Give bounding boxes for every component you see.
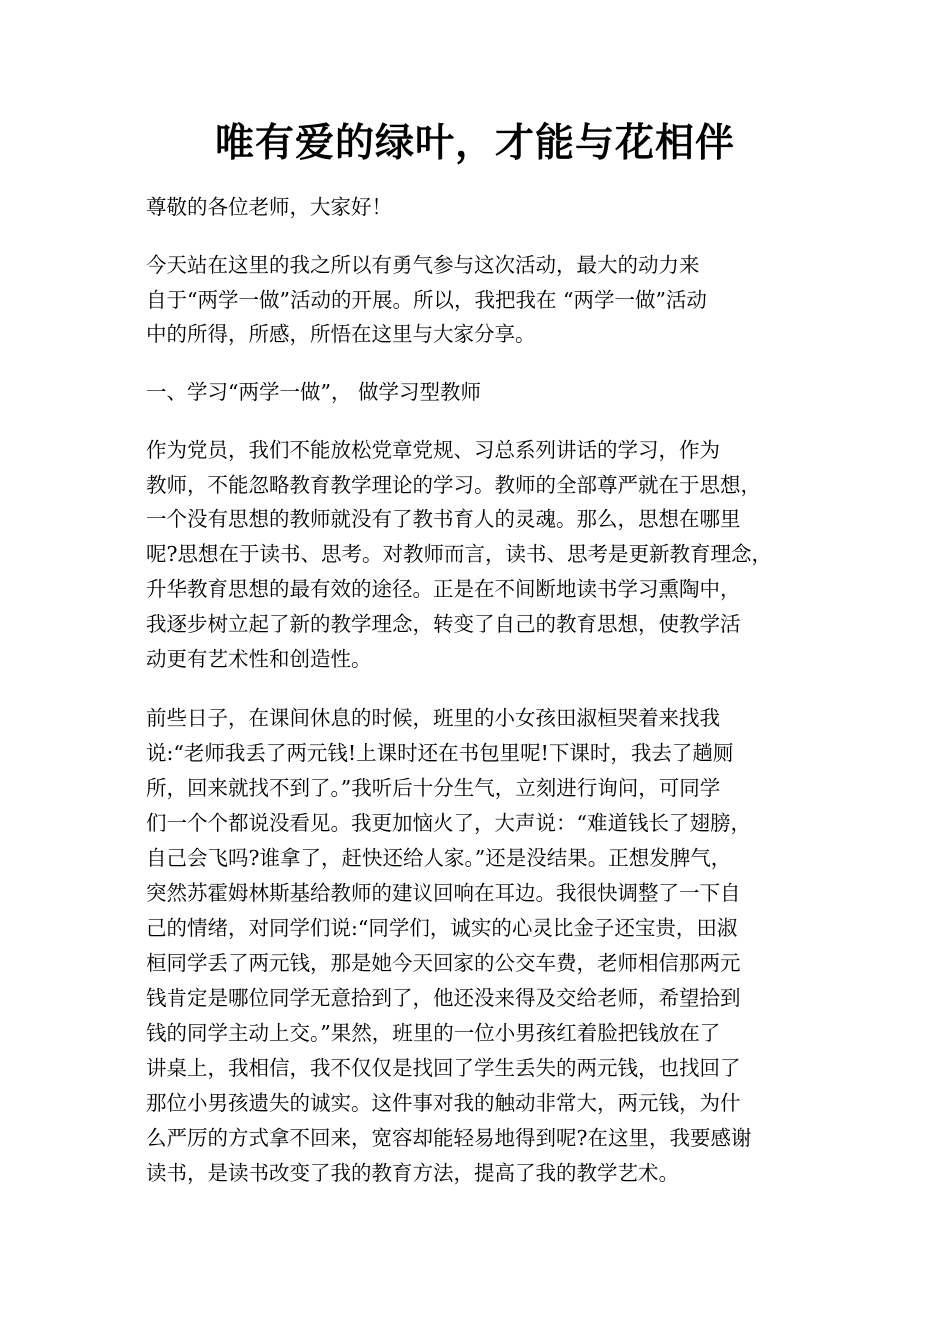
- document-title: 唯有爱的绿叶，才能与花相伴: [214, 120, 735, 166]
- paragraph-3-line-2: 说:“老师我丢了两元钱!上课时还在书包里呢!下课时，我去了趟厕: [146, 741, 734, 765]
- paragraph-3-line-9: 钱肯定是哪位同学无意拾到了，他还没来得及交给老师，希望拾到: [146, 986, 741, 1010]
- paragraph-3-line-14: 读书，是读书改变了我的教育方法，提高了我的教学艺术。: [146, 1161, 679, 1185]
- paragraph-3-line-12: 那位小男孩遗失的诚实。这件事对我的触动非常大，两元钱，为什: [146, 1091, 741, 1115]
- paragraph-3-line-11: 讲桌上，我相信，我不仅仅是找回了学生丢失的两元钱，也找回了: [146, 1056, 741, 1080]
- paragraph-3-line-13: 么严厉的方式拿不回来，宽容却能轻易地得到呢?在这里，我要感谢: [146, 1126, 752, 1150]
- paragraph-1-line-3: 中的所得，所感，所悟在这里与大家分享。: [146, 322, 536, 346]
- paragraph-2-line-3: 一个没有思想的教师就没有了教书育人的灵魂。那么，思想在哪里: [146, 507, 741, 531]
- paragraph-1-line-2: 自于“两学一做”活动的开展。所以，我把我在 “两学一做”活动: [146, 288, 707, 312]
- paragraph-2-line-1: 作为党员，我们不能放松党章党规、习总系列讲话的学习，作为: [146, 438, 720, 462]
- paragraph-1-line-1: 今天站在这里的我之所以有勇气参与这次活动，最大的动力来: [146, 253, 700, 277]
- paragraph-2-line-2: 教师，不能忽略教育教学理论的学习。教师的全部尊严就在于思想，: [146, 473, 761, 497]
- paragraph-3-line-7: 己的情绪，对同学们说:“同学们，诚实的心灵比金子还宝贵，田淑: [146, 916, 738, 940]
- paragraph-3-line-1: 前些日子，在课间休息的时候，班里的小女孩田淑桓哭着来找我: [146, 706, 720, 730]
- paragraph-3-line-10: 钱的同学主动上交。”果然，班里的一位小男孩红着脸把钱放在了: [146, 1021, 721, 1045]
- paragraph-2-line-5: 升华教育思想的最有效的途径。正是在不间断地读书学习熏陶中，: [146, 577, 741, 601]
- section-heading: 一、学习“两学一做”， 做学习型教师: [146, 380, 481, 404]
- paragraph-3-line-3: 所，回来就找不到了。”我听后十分生气，立刻进行询问，可同学: [146, 776, 721, 800]
- paragraph-2-line-4: 呢?思想在于读书、思考。对教师而言，读书、思考是更新教育理念，: [146, 542, 772, 566]
- paragraph-3-line-4: 们一个个都说没看见。我更加恼火了，大声说：“难道钱长了翅膀，: [146, 811, 751, 835]
- paragraph-3-line-8: 桓同学丢了两元钱，那是她今天回家的公交车费，老师相信那两元: [146, 951, 741, 975]
- greeting-line: 尊敬的各位老师，大家好！: [146, 195, 392, 219]
- paragraph-3-line-5: 自己会飞吗?谁拿了，赶快还给人家。”还是没结果。正想发脾气，: [146, 846, 732, 870]
- paragraph-3-line-6: 突然苏霍姆林斯基给教师的建议回响在耳边。我很快调整了一下自: [146, 881, 741, 905]
- paragraph-2-line-6: 我逐步树立起了新的教学理念，转变了自己的教育思想，使教学活: [146, 612, 741, 636]
- paragraph-2-line-7: 动更有艺术性和创造性。: [146, 647, 372, 671]
